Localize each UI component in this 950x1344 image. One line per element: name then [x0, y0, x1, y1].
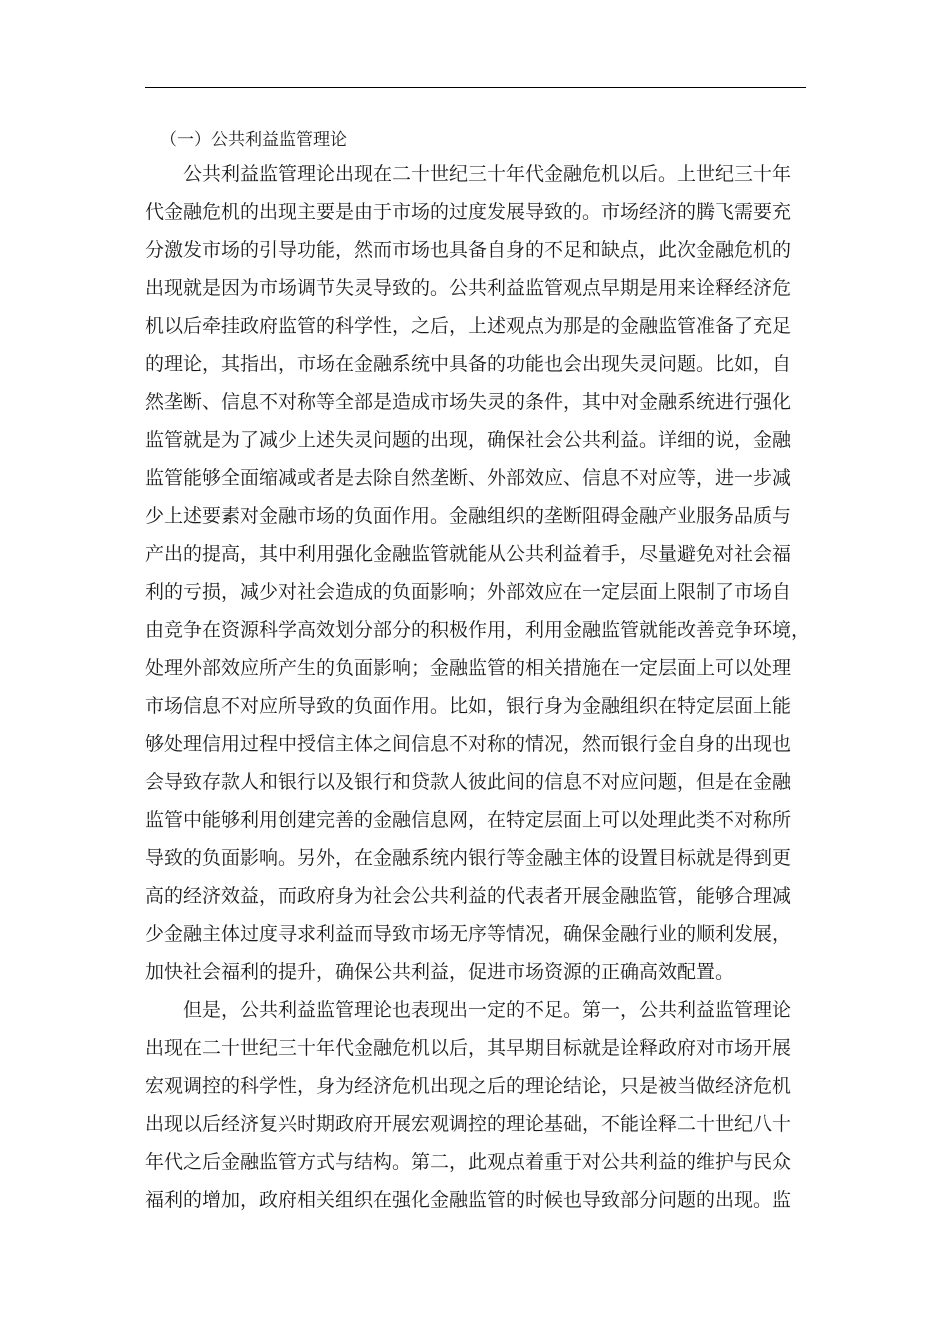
paragraph-line: 出现就是因为市场调节失灵导致的。公共利益监管观点早期是用来诠释经济危	[145, 277, 792, 299]
paragraph-line: 高的经济效益，而政府身为社会公共利益的代表者开展金融监管，能够合理减	[145, 885, 792, 907]
section-heading: （一）公共利益监管理论	[160, 130, 347, 150]
paragraph-line: 宏观调控的科学性，身为经济危机出现之后的理论结论，只是被当做经济危机	[145, 1075, 792, 1097]
paragraph-line: 代金融危机的出现主要是由于市场的过度发展导致的。市场经济的腾飞需要充	[145, 201, 792, 223]
paragraph-line: 由竞争在资源科学高效划分部分的积极作用，利用金融监管就能改善竞争环境，	[145, 619, 811, 641]
paragraph-line: 然垄断、信息不对称等全部是造成市场失灵的条件，其中对金融系统进行强化	[145, 391, 792, 413]
paragraph-line: 加快社会福利的提升，确保公共利益，促进市场资源的正确高效配置。	[145, 961, 735, 983]
paragraph-line: 监管就是为了减少上述失灵问题的出现，确保社会公共利益。详细的说，金融	[145, 429, 792, 451]
paragraph-line: 分激发市场的引导功能，然而市场也具备自身的不足和缺点，此次金融危机的	[145, 239, 792, 261]
paragraph-line: 年代之后金融监管方式与结构。第二，此观点着重于对公共利益的维护与民众	[145, 1151, 792, 1173]
paragraph-line: 监管能够全面缩减或者是去除自然垄断、外部效应、信息不对应等，进一步减	[145, 467, 792, 489]
paragraph-line: 福利的增加，政府相关组织在强化金融监管的时候也导致部分问题的出现。监	[145, 1189, 792, 1211]
paragraph-line: 处理外部效应所产生的负面影响；金融监管的相关措施在一定层面上可以处理	[145, 657, 792, 679]
paragraph-line: 监管中能够利用创建完善的金融信息网，在特定层面上可以处理此类不对称所	[145, 809, 792, 831]
paragraph-line: 公共利益监管理论出现在二十世纪三十年代金融危机以后。上世纪三十年	[183, 163, 792, 185]
paragraph-line: 导致的负面影响。另外，在金融系统内银行等金融主体的设置目标就是得到更	[145, 847, 792, 869]
paragraph-line: 但是，公共利益监管理论也表现出一定的不足。第一，公共利益监管理论	[183, 999, 792, 1021]
paragraph-line: 出现在二十世纪三十年代金融危机以后，其早期目标就是诠释政府对市场开展	[145, 1037, 792, 1059]
paragraph-line: 会导致存款人和银行以及银行和贷款人彼此间的信息不对应问题，但是在金融	[145, 771, 792, 793]
paragraph-line: 少上述要素对金融市场的负面作用。金融组织的垄断阻碍金融产业服务品质与	[145, 505, 792, 527]
paragraph-line: 市场信息不对应所导致的负面作用。比如，银行身为金融组织在特定层面上能	[145, 695, 792, 717]
paragraph-line: 够处理信用过程中授信主体之间信息不对称的情况，然而银行金自身的出现也	[145, 733, 792, 755]
paragraph-line: 利的亏损，减少对社会造成的负面影响；外部效应在一定层面上限制了市场自	[145, 581, 792, 603]
paragraph-line: 少金融主体过度寻求利益而导致市场无序等情况，确保金融行业的顺利发展，	[145, 923, 792, 945]
paragraph-line: 产出的提高，其中利用强化金融监管就能从公共利益着手，尽量避免对社会福	[145, 543, 792, 565]
header-rule	[145, 87, 806, 88]
paragraph-line: 出现以后经济复兴时期政府开展宏观调控的理论基础，不能诠释二十世纪八十	[145, 1113, 792, 1135]
paragraph-line: 的理论，其指出，市场在金融系统中具备的功能也会出现失灵问题。比如，自	[145, 353, 792, 375]
paragraph-line: 机以后牵挂政府监管的科学性，之后，上述观点为那是的金融监管准备了充足	[145, 315, 792, 337]
